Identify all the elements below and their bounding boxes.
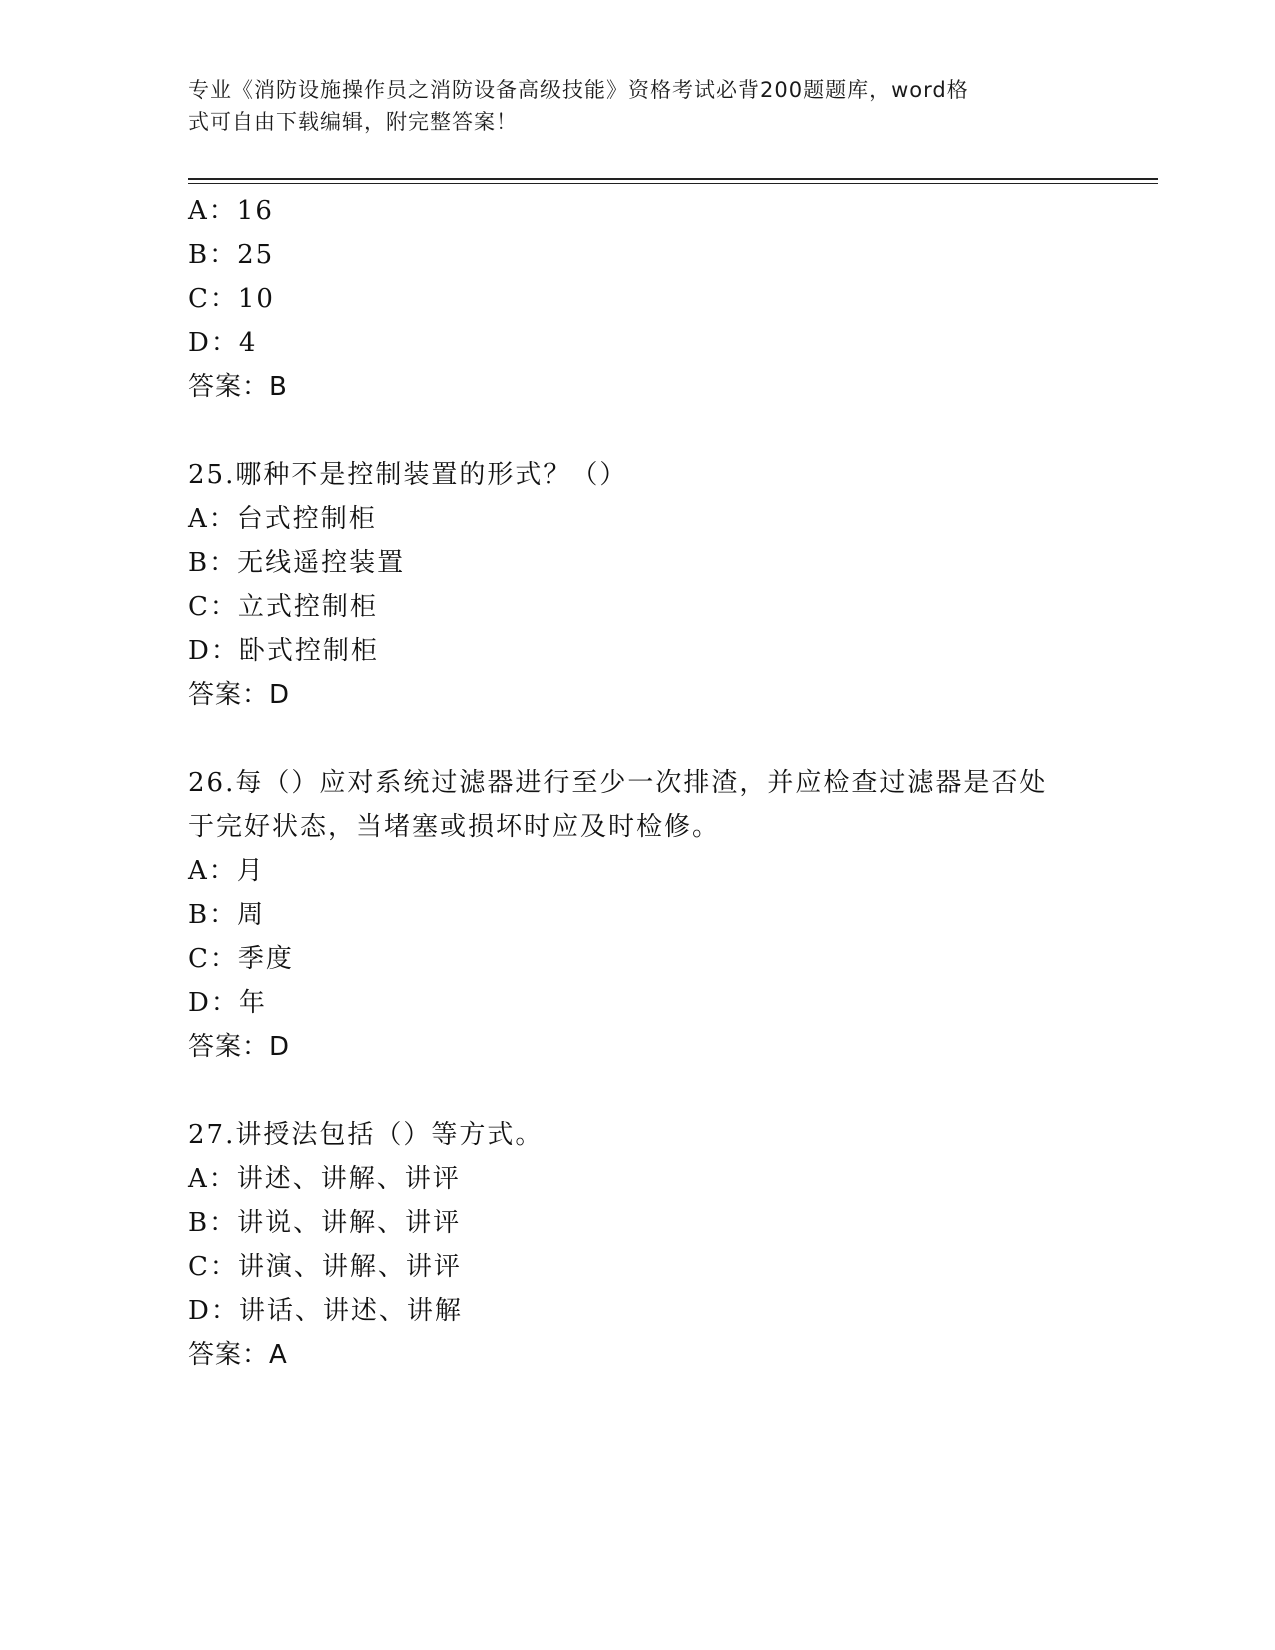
q24-option-d: D：4 — [188, 328, 258, 358]
q27-option-d: D：讲话、讲述、讲解 — [188, 1296, 463, 1326]
q24-option-c: C：10 — [188, 284, 275, 314]
q25-option-d: D：卧式控制柜 — [188, 636, 379, 666]
q26-option-d: D：年 — [188, 988, 267, 1018]
header-line-2: 式可自由下载编辑，附完整答案！ — [188, 110, 518, 134]
document-header — [188, 74, 1068, 138]
q24-answer: 答案：B — [188, 372, 288, 402]
q26-option-c: C：季度 — [188, 944, 294, 974]
q24-option-a: A：16 — [188, 196, 274, 226]
q25-option-a: A：台式控制柜 — [188, 504, 377, 534]
q27-option-b: B：讲说、讲解、讲评 — [188, 1208, 462, 1238]
header-divider-thin — [188, 183, 1158, 184]
q25-question: 25.哪种不是控制装置的形式？（） — [188, 460, 628, 490]
q27-question: 27.讲授法包括（）等方式。 — [188, 1120, 544, 1150]
q25-answer: 答案：D — [188, 680, 291, 710]
q27-option-a: A：讲述、讲解、讲评 — [188, 1164, 461, 1194]
header-divider-thick — [188, 178, 1158, 180]
header-line-1: 专业《消防设施操作员之消防设备高级技能》资格考试必背200题题库，word格 — [188, 78, 969, 102]
q25-option-c: C：立式控制柜 — [188, 592, 378, 622]
q26-option-a: A：月 — [188, 856, 265, 886]
q26-question-line-2: 于完好状态，当堵塞或损坏时应及时检修。 — [188, 812, 721, 842]
q27-answer: 答案：A — [188, 1340, 288, 1370]
q25-option-b: B：无线遥控装置 — [188, 548, 406, 578]
q26-answer: 答案：D — [188, 1032, 291, 1062]
q26-question-line-1: 26.每（）应对系统过滤器进行至少一次排渣，并应检查过滤器是否处 — [188, 768, 1048, 798]
q24-option-b: B：25 — [188, 240, 275, 270]
q26-option-b: B：周 — [188, 900, 266, 930]
q27-option-c: C：讲演、讲解、讲评 — [188, 1252, 462, 1282]
